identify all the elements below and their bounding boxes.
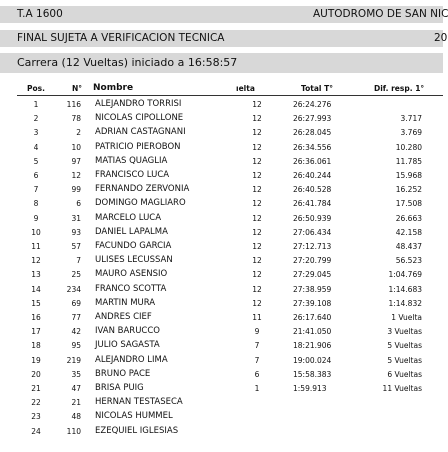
car-number-cell: 69 (71, 298, 81, 308)
total-time-cell: 19:00.024 (293, 355, 332, 365)
driver-name-cell: ADRIAN CASTAGNANI (95, 127, 186, 138)
race-info-bar (0, 53, 443, 73)
col-name: Nombre (93, 83, 134, 93)
table-row (0, 127, 443, 139)
driver-name-cell: MARCELO LUCA (95, 212, 162, 223)
col-total-time: Total T° (301, 84, 333, 93)
circuit-label: AUTODROMO DE SAN NIC (313, 8, 448, 20)
total-time-cell: 1:59.913 (293, 384, 327, 393)
laps-cell: 12 (252, 270, 262, 280)
total-time-cell: 26:28.045 (293, 128, 332, 138)
total-time-cell: 27:38.959 (293, 284, 332, 294)
car-number-cell: 234 (66, 284, 81, 294)
position-cell: 11 (31, 242, 41, 251)
laps-cell: 7 (254, 355, 260, 365)
position-cell: 15 (31, 298, 41, 308)
driver-name-cell: PATRICIO PIEROBON (95, 141, 181, 152)
car-number-cell: 95 (71, 341, 81, 351)
laps-cell: 6 (254, 369, 260, 379)
laps-cell: 12 (252, 284, 262, 294)
laps-cell: 12 (252, 185, 262, 195)
driver-name-cell: MARTIN MURA (95, 297, 156, 308)
position-cell: 14 (31, 284, 41, 294)
table-row (0, 198, 443, 210)
car-number-cell: 57 (71, 242, 81, 251)
laps-cell: 12 (252, 213, 262, 223)
car-number-cell: 116 (66, 100, 81, 109)
position-cell: 1 (33, 100, 39, 109)
gap-cell: 26.663 (395, 213, 422, 223)
gap-cell: 1 Vuelta (391, 313, 422, 322)
total-time-cell: 26:50.939 (293, 213, 332, 223)
table-row (0, 298, 443, 310)
driver-name-cell: MATIAS QUAGLIA (95, 155, 168, 166)
total-time-cell: 15:58.383 (293, 369, 332, 379)
table-row (0, 426, 443, 438)
race-info: Carrera (12 Vueltas) iniciado a 16:58:57 (17, 56, 238, 69)
laps-cell: 12 (252, 128, 262, 138)
table-row (0, 340, 443, 352)
table-row (0, 326, 443, 338)
table-row (0, 241, 443, 253)
table-row (0, 411, 443, 423)
total-time-cell: 18:21.906 (293, 341, 332, 351)
position-cell: 23 (31, 412, 41, 422)
table-row (0, 99, 443, 111)
car-number-cell: 93 (71, 227, 81, 237)
driver-name-cell: MAURO ASENSIO (95, 269, 168, 280)
driver-name-cell: DANIEL LAPALMA (95, 226, 168, 237)
car-number-cell: 78 (71, 114, 81, 124)
car-number-cell: 10 (71, 142, 81, 152)
driver-name-cell: ALEJANDRO TORRISI (95, 99, 182, 109)
position-cell: 19 (31, 355, 41, 365)
driver-name-cell: IVAN BARUCCO (95, 326, 160, 337)
total-time-cell: 26:40.528 (293, 185, 332, 195)
category-label: T.A 1600 (17, 8, 63, 20)
laps-cell: 12 (252, 156, 262, 166)
laps-cell: 12 (252, 242, 262, 251)
position-cell: 3 (33, 128, 39, 138)
table-row (0, 142, 443, 154)
position-cell: 9 (33, 213, 39, 223)
total-time-cell: 21:41.050 (293, 327, 332, 337)
total-time-cell: 27:20.799 (293, 256, 332, 266)
total-time-cell: 26:24.276 (293, 100, 332, 109)
header-divider (17, 95, 443, 96)
driver-name-cell: HERNAN TESTASECA (95, 397, 183, 408)
position-cell: 24 (31, 426, 41, 436)
gap-cell: 48.437 (395, 242, 422, 251)
total-time-cell: 26:17.640 (293, 313, 332, 322)
gap-cell: 5 Vueltas (387, 341, 422, 351)
position-cell: 21 (31, 384, 41, 393)
gap-cell: 1:04.769 (388, 270, 422, 280)
total-time-cell: 26:36.061 (293, 156, 332, 166)
total-time-cell: 27:06.434 (293, 227, 332, 237)
driver-name-cell: FRANCISCO LUCA (95, 170, 170, 180)
table-row (0, 170, 443, 182)
position-cell: 7 (33, 185, 39, 195)
gap-cell: 3.769 (400, 128, 422, 138)
laps-cell: 1 (254, 384, 260, 393)
laps-cell: 12 (252, 142, 262, 152)
driver-name-cell: NICOLAS CIPOLLONE (95, 113, 184, 124)
car-number-cell: 48 (71, 412, 81, 422)
table-row (0, 312, 443, 324)
gap-cell: 17.508 (395, 199, 422, 209)
car-number-cell: 97 (71, 156, 81, 166)
col-pos: Pos. (27, 84, 45, 93)
car-number-cell: 35 (71, 369, 81, 379)
gap-cell: 1:14.832 (388, 298, 422, 308)
laps-cell: 7 (254, 341, 260, 351)
driver-name-cell: BRUNO PACE (95, 368, 151, 379)
laps-cell: 12 (252, 227, 262, 237)
total-time-cell: 27:12.713 (293, 242, 332, 251)
driver-name-cell: FRANCO SCOTTA (95, 283, 167, 294)
position-cell: 17 (31, 327, 41, 337)
table-row (0, 269, 443, 281)
position-cell: 13 (31, 270, 41, 280)
position-cell: 12 (31, 256, 41, 266)
position-cell: 22 (31, 398, 41, 408)
car-number-cell: 2 (76, 128, 81, 138)
results-column-headers (0, 82, 443, 96)
col-laps: ıelta (236, 84, 255, 93)
table-row (0, 113, 443, 125)
position-cell: 6 (33, 171, 39, 180)
laps-cell: 9 (254, 327, 260, 337)
table-row (0, 369, 443, 381)
gap-cell: 15.968 (395, 171, 422, 180)
total-time-cell: 27:39.108 (293, 298, 332, 308)
table-row (0, 227, 443, 239)
position-cell: 5 (33, 156, 39, 166)
gap-cell: 56.523 (395, 256, 422, 266)
gap-cell: 42.158 (395, 227, 422, 237)
total-time-cell: 26:41.784 (293, 199, 332, 209)
total-time-cell: 27:29.045 (293, 270, 332, 280)
table-row (0, 397, 443, 409)
position-cell: 8 (33, 199, 39, 209)
gap-cell: 5 Vueltas (387, 355, 422, 365)
gap-cell: 3.717 (400, 114, 422, 124)
position-cell: 10 (31, 227, 41, 237)
laps-cell: 12 (252, 256, 262, 266)
table-row (0, 184, 443, 196)
laps-cell: 12 (252, 298, 262, 308)
driver-name-cell: ULISES LECUSSAN (95, 255, 173, 266)
car-number-cell: 25 (71, 270, 81, 280)
car-number-cell: 42 (71, 327, 81, 337)
position-cell: 18 (31, 341, 41, 351)
car-number-cell: 47 (71, 384, 81, 393)
car-number-cell: 110 (66, 426, 81, 436)
col-number: N° (72, 84, 83, 93)
gap-cell: 6 Vueltas (387, 369, 422, 379)
position-cell: 4 (33, 142, 39, 152)
gap-cell: 16.252 (395, 185, 422, 195)
table-row (0, 213, 443, 225)
car-number-cell: 99 (71, 185, 81, 195)
gap-cell: 10.280 (395, 142, 422, 152)
report-title: FINAL SUJETA A VERIFICACION TECNICA (17, 32, 225, 44)
driver-name-cell: NICOLAS HUMMEL (95, 411, 173, 422)
date-fragment: 20 (434, 32, 448, 44)
car-number-cell: 6 (76, 199, 81, 209)
position-cell: 20 (31, 369, 41, 379)
laps-cell: 11 (252, 313, 262, 322)
driver-name-cell: JULIO SAGASTA (95, 340, 160, 351)
car-number-cell: 7 (76, 256, 81, 266)
table-row (0, 355, 443, 367)
car-number-cell: 31 (71, 213, 81, 223)
table-row (0, 156, 443, 168)
car-number-cell: 21 (71, 398, 81, 408)
driver-name-cell: FACUNDO GARCIA (95, 241, 172, 251)
total-time-cell: 26:27.993 (293, 114, 332, 124)
total-time-cell: 26:40.244 (293, 171, 332, 180)
driver-name-cell: FERNANDO ZERVONIA (95, 184, 190, 195)
gap-cell: 3 Vueltas (387, 327, 422, 337)
driver-name-cell: EZEQUIEL IGLESIAS (95, 425, 179, 436)
position-cell: 2 (33, 114, 39, 124)
col-diff: Dif. resp. 1° (374, 84, 425, 93)
report-title-bar (0, 30, 448, 47)
category-header-bar (0, 6, 448, 23)
laps-cell: 12 (252, 199, 262, 209)
gap-cell: 11 Vueltas (382, 384, 422, 393)
laps-cell: 12 (252, 100, 262, 109)
car-number-cell: 77 (71, 313, 81, 322)
car-number-cell: 219 (66, 355, 81, 365)
car-number-cell: 12 (71, 171, 81, 180)
table-row (0, 255, 443, 267)
table-row (0, 383, 443, 395)
driver-name-cell: DOMINGO MAGLIARO (95, 198, 186, 209)
position-cell: 16 (31, 313, 41, 322)
gap-cell: 11.785 (395, 156, 422, 166)
driver-name-cell: ALEJANDRO LIMA (95, 354, 168, 365)
gap-cell: 1:14.683 (388, 284, 422, 294)
driver-name-cell: BRISA PUIG (95, 383, 144, 393)
laps-cell: 12 (252, 114, 262, 124)
laps-cell: 12 (252, 171, 262, 180)
table-row (0, 284, 443, 296)
total-time-cell: 26:34.556 (293, 142, 332, 152)
driver-name-cell: ANDRES CIEF (95, 312, 152, 322)
